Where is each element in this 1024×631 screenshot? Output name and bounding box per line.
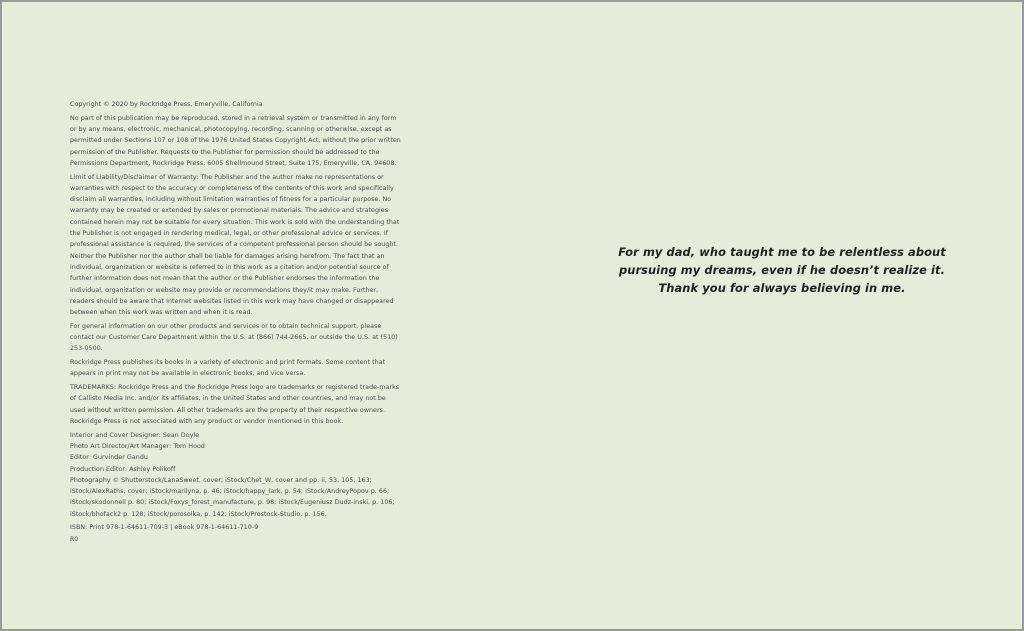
credit-line-art-director: Photo Art Director/Art Manager: Tom Hood: [70, 442, 205, 450]
printing-code: R0: [70, 535, 79, 543]
contact-paragraph: For general information on our other products and services or to obtain technical support, please contact our Customer Care Department within the U.S. at (866) 744-2665, or outside the U.S. at (510) 253-0500.: [70, 322, 398, 353]
disclaimer-paragraph: Limit of Liability/Disclaimer of Warranty: The Publisher and the author make no representations or warranties with respect to the accuracy or completeness of the contents of this work and specifically disclaim all warranties, including without limitation warranties of fitness for a particular purpose. No warranty may be created or extended by sales or promotional materials. The advice and strategies contained herein may not be suitable for every situation. This work is sold with the understanding that the Publisher is not engaged in rendering medical, legal, or other professional advice or services. If professional assistance is required, the services of a competent professional person should be sought. Neither the Publisher nor the author shall be liable for damages arising herefrom. The fact that an individual, organization or website is referred to in this work as a citation and/or potential source of further information does not mean that the author or the Publisher endorses the information the individual, organization or website may provide or recommendations they/it may make. Further, readers should be aware that Internet websites listed in this work may have changed or disappeared between when this work was written and when it is read.: [70, 173, 400, 317]
isbn-line: ISBN: Print 978-1-64611-709-3 | eBook 978-1-64611-710-9: [70, 524, 259, 532]
trademarks-paragraph: TRADEMARKS: Rockridge Press and the Rockridge Press logo are trademarks or registered trade-marks of Callisto Media Inc. and/or its affiliates, in the United States and other countries, and may not be used without written permission. All other trademarks are the property of their respective owners. Rockridge Press is not associated with any product or vendor mentioned in this book.: [70, 384, 400, 425]
credit-line-designer: Interior and Cover Designer: Sean Doyle: [70, 431, 200, 439]
credit-line-production-editor: Production Editor: Ashley Polikoff: [70, 465, 176, 473]
formats-paragraph: Rockridge Press publishes its books in a variety of electronic and print formats. Some content that appears in print may not be available in electronic books, and vice versa.: [70, 359, 386, 378]
dedication-line-2: pursuing my dreams, even if he doesn’t realize it.: [618, 263, 946, 277]
rights-paragraph: No part of this publication may be reproduced, stored in a retrieval system or transmitted in any form or by any means, electronic, mechanical, photocopying, recording, scanning or otherwise, except as permitted under Sections 107 or 108 of the 1976 United States Copyright Act, without the prior written permission of the Publisher. Requests to the Publisher for permission should be addressed to the Permissions Department, Rockridge Press, 6005 Shellmound Street, Suite 175, Emeryville, CA, 94608.: [70, 114, 401, 167]
copyright-line: Copyright © 2020 by Rockridge Press, Emeryville, California: [70, 101, 263, 108]
dedication-line-3: Thank you for always believing in me.: [658, 281, 906, 295]
isbn-block: [70, 522, 402, 545]
credits-list: [70, 430, 402, 475]
credit-line-editor: Editor: Gurvinder Gandu: [70, 454, 148, 462]
photography-credits: Photography © Shutterstock/LanaSweet, cover; iStock/Chet_W, cover and pp. ii, 53, 105, 163; iStock/AlexRaths, cover; iStock/marilyna, p. 46; iStock/happy_lark, p. 54; iStock/AndreyPopov p. 66; iStock/skodonnell p. 80; iStock/Foxys_forest_manufacture, p. 98; iStock/Eugeniusz Dudz-inski, p. 106; iStock/bhofack2 p. 128; iStock/porosolka, p. 142; iStock/Prostock-Studio, p. 156.: [70, 476, 395, 518]
copyright-page: [70, 99, 402, 545]
dedication-line-1: For my dad, who taught me to be relentless about: [618, 245, 946, 259]
dedication-page: [614, 243, 950, 297]
